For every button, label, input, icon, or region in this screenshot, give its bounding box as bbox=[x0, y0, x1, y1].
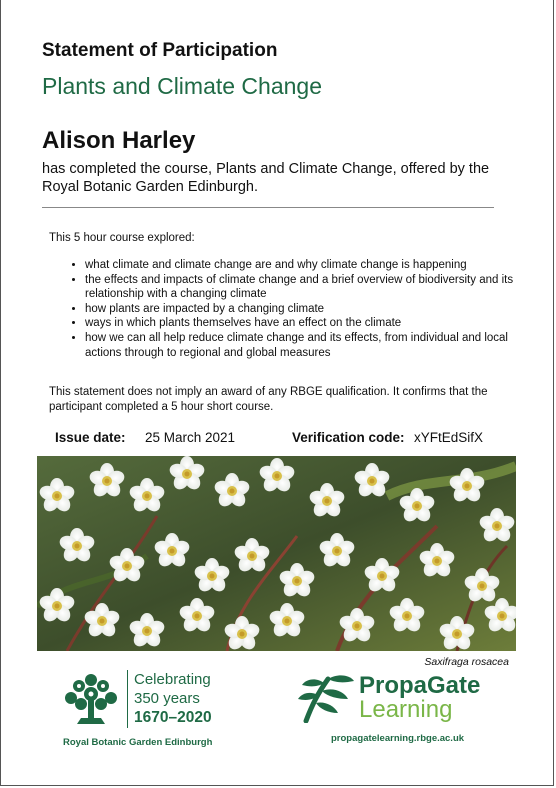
issue-date: 25 March 2021 bbox=[145, 430, 236, 445]
list-item: • how we can all help reduce climate change and its effects, from individual and local actions through to regional and global measures bbox=[85, 331, 525, 360]
list-item: • the effects and impacts of climate change and a brief overview of biodiversity and its relationship with a changing climate bbox=[85, 273, 525, 302]
list-item: • how plants are impacted by a changing climate bbox=[85, 302, 525, 317]
disclaimer: This statement does not imply an award of any RBGE qualification. It confirms that the participant completed a 5 hour short course. bbox=[49, 386, 488, 413]
rbge-years: 350 years bbox=[134, 690, 200, 707]
propagate-wordmark: PropaGate bbox=[359, 672, 481, 699]
course-intro: This 5 hour course explored: bbox=[49, 232, 195, 244]
completion-statement: has completed the course, Plants and Climate Change, offered by the Royal Botanic Garden Edinburgh. bbox=[42, 161, 490, 195]
certificate-heading: Statement of Participation bbox=[42, 40, 278, 61]
issue-date-label: Issue date: bbox=[55, 430, 126, 445]
list-item: • ways in which plants themselves have an effect on the climate bbox=[85, 316, 525, 331]
verification-code-label: Verification code: bbox=[292, 430, 405, 445]
flower-photo bbox=[37, 456, 516, 651]
topic-list bbox=[71, 258, 525, 360]
rbge-celebrating: Celebrating bbox=[134, 671, 211, 688]
propagate-url: propagatelearning.rbge.ac.uk bbox=[331, 733, 465, 744]
tree-emblem-icon bbox=[61, 670, 121, 735]
recipient-name: Alison Harley bbox=[42, 127, 196, 154]
list-item: • what climate and climate change are and why climate change is happening bbox=[85, 258, 525, 273]
leaf-sprig-icon bbox=[298, 671, 356, 728]
divider bbox=[42, 207, 494, 208]
rbge-anniversary bbox=[127, 670, 212, 728]
learning-wordmark: Learning bbox=[359, 696, 453, 723]
course-title: Plants and Climate Change bbox=[42, 73, 322, 99]
rbge-name: Royal Botanic Garden Edinburgh bbox=[63, 737, 213, 748]
verification-code: xYFtEdSifX bbox=[414, 430, 484, 445]
photo-caption: Saxifraga rosacea bbox=[424, 656, 509, 668]
rbge-dates: 1670–2020 bbox=[134, 709, 212, 726]
